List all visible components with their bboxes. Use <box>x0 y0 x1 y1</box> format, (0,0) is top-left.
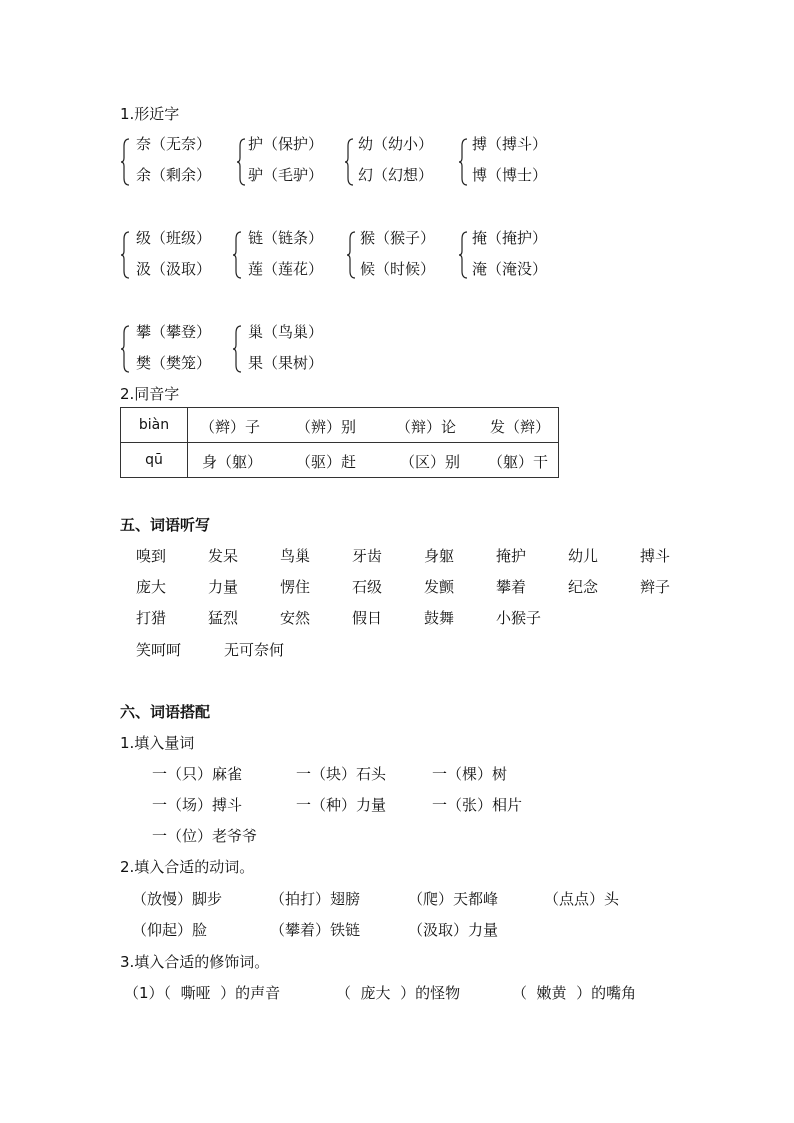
char-pair-a: 巢（鸟巢） <box>248 323 324 341</box>
dictation-word: 掩护 <box>496 547 527 565</box>
char-pair-b: 余（剩余） <box>136 166 212 184</box>
dictation-word: 小猴子 <box>496 609 542 627</box>
pinyin-cell: biàn <box>121 408 188 443</box>
homophone-table <box>120 407 559 478</box>
dictation-word: 安然 <box>280 609 311 627</box>
dictation-word: 鼓舞 <box>424 609 455 627</box>
homophone-word: 发（辫） <box>490 418 551 436</box>
char-pair-a: 级（班级） <box>136 229 212 247</box>
homophone-word: （辨）别 <box>296 418 357 436</box>
char-pair-a: 攀（攀登） <box>136 323 212 341</box>
dictation-word: 笑呵呵 <box>136 641 182 659</box>
dictation-word: 嗅到 <box>136 547 167 565</box>
measure-word-item: 一（张）相片 <box>432 796 523 814</box>
char-pair-b: 莲（莲花） <box>248 260 324 278</box>
measure-word-item: 一（场）搏斗 <box>152 796 243 814</box>
dictation-word: 纪念 <box>568 578 599 596</box>
dictation-word: 假日 <box>352 609 383 627</box>
dictation-word: 无可奈何 <box>224 641 285 659</box>
dictation-word: 鸟巢 <box>280 547 311 565</box>
dictation-word: 搏斗 <box>640 547 671 565</box>
dictation-word: 身躯 <box>424 547 455 565</box>
homophone-cells <box>188 408 559 443</box>
question-title: 2.填入合适的动词。 <box>120 858 255 876</box>
char-pair-a: 掩（掩护） <box>472 229 548 247</box>
char-pair-b: 淹（淹没） <box>472 260 548 278</box>
char-pair-b: 候（时候） <box>360 260 436 278</box>
homophone-word: （辫）子 <box>200 418 261 436</box>
dictation-word: 牙齿 <box>352 547 383 565</box>
brace-icon <box>236 138 240 186</box>
verb-item: （仰起）脸 <box>132 921 208 939</box>
section-title-collocation: 六、词语搭配 <box>120 703 211 721</box>
measure-word-item: 一（块）石头 <box>296 765 387 783</box>
homophone-word: （躯）干 <box>488 453 549 471</box>
measure-word-item: 一（位）老爷爷 <box>152 827 258 845</box>
dictation-word: 力量 <box>208 578 239 596</box>
homophone-cells <box>188 443 559 478</box>
dictation-word: 愣住 <box>280 578 311 596</box>
char-pair-b: 幻（幻想） <box>358 166 434 184</box>
brace-icon <box>232 231 236 279</box>
char-pair-a: 护（保护） <box>248 135 324 153</box>
brace-icon <box>458 231 462 279</box>
dictation-word: 猛烈 <box>208 609 239 627</box>
char-pair-a: 奈（无奈） <box>136 135 212 153</box>
dictation-word: 打猎 <box>136 609 167 627</box>
dictation-word: 幼儿 <box>568 547 599 565</box>
brace-icon <box>344 138 348 186</box>
brace-icon <box>120 231 124 279</box>
brace-icon <box>120 138 124 186</box>
brace-icon <box>232 325 236 373</box>
modifier-item: （ 庞大 ）的怪物 <box>336 984 461 1002</box>
char-pair-b: 汲（汲取） <box>136 260 212 278</box>
dictation-word: 石级 <box>352 578 383 596</box>
pinyin-cell: qū <box>121 443 188 478</box>
char-pair-b: 果（果树） <box>248 354 324 372</box>
brace-icon <box>458 138 462 186</box>
dictation-word: 发呆 <box>208 547 239 565</box>
question-title: 3.填入合适的修饰词。 <box>120 953 270 971</box>
dictation-word: 辫子 <box>640 578 671 596</box>
table-row <box>121 443 559 478</box>
section-title-dictation: 五、词语听写 <box>120 516 211 534</box>
char-pair-a: 猴（猴子） <box>360 229 436 247</box>
verb-item: （爬）天都峰 <box>408 890 499 908</box>
dictation-word: 攀着 <box>496 578 527 596</box>
verb-item: （点点）头 <box>544 890 620 908</box>
modifier-item: （1）（ 嘶哑 ）的声音 <box>124 984 281 1002</box>
char-pair-a: 搏（搏斗） <box>472 135 548 153</box>
homophone-word: （驱）赶 <box>296 453 357 471</box>
homophone-word: （辩）论 <box>396 418 457 436</box>
question-title: 1.填入量词 <box>120 734 195 752</box>
char-pair-b: 博（博士） <box>472 166 548 184</box>
char-pair-a: 链（链条） <box>248 229 324 247</box>
measure-word-item: 一（棵）树 <box>432 765 508 783</box>
char-pair-b: 驴（毛驴） <box>248 166 324 184</box>
brace-icon <box>120 325 124 373</box>
section-title-homophones: 2.同音字 <box>120 385 180 403</box>
verb-item: （放慢）脚步 <box>132 890 223 908</box>
section-title-similar-chars: 1.形近字 <box>120 105 180 123</box>
homophone-word: （区）别 <box>400 453 461 471</box>
verb-item: （拍打）翅膀 <box>270 890 361 908</box>
dictation-word: 发颤 <box>424 578 455 596</box>
verb-item: （汲取）力量 <box>408 921 499 939</box>
verb-item: （攀着）铁链 <box>270 921 361 939</box>
table-row <box>121 408 559 443</box>
brace-icon <box>346 231 350 279</box>
dictation-word: 庞大 <box>136 578 167 596</box>
homophone-word: 身（躯） <box>202 453 263 471</box>
measure-word-item: 一（只）麻雀 <box>152 765 243 783</box>
measure-word-item: 一（种）力量 <box>296 796 387 814</box>
char-pair-a: 幼（幼小） <box>358 135 434 153</box>
modifier-item: （ 嫩黄 ）的嘴角 <box>512 984 637 1002</box>
char-pair-b: 樊（樊笼） <box>136 354 212 372</box>
